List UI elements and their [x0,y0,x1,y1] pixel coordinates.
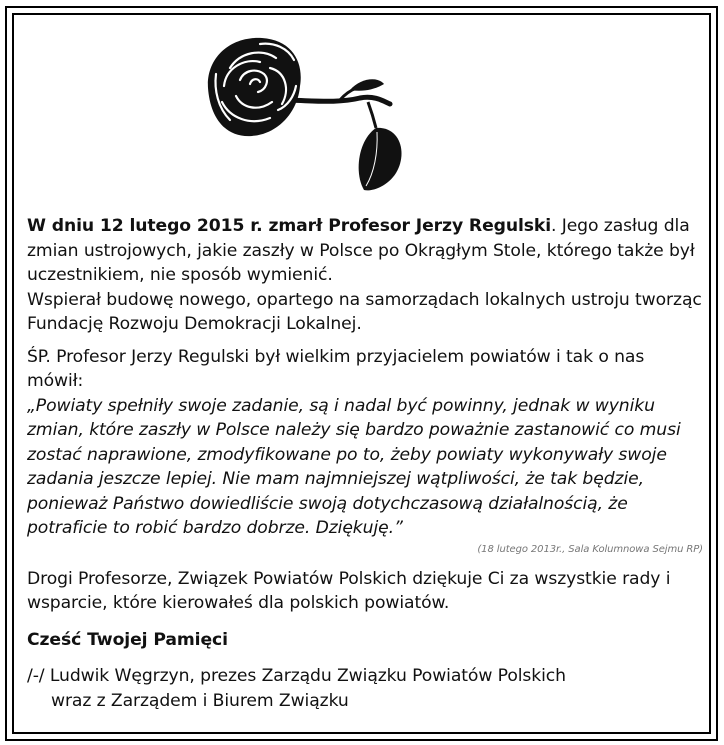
memory-line: Cześć Twojej Pamięci [27,629,228,650]
tribute-quote: „Powiaty spełniły swoje zadanie, są i nadal być powinny, jednak w wyniku zmian, które zaszły w Polsce należy się bardzo poważnie zastanowić co musi zostać naprawione, zmodyfikowane po to, żeby powiaty wykonywały swoje zadania jeszcze lepiej. Nie mam najmniejszej wątpliwości, że tak będzie, ponieważ Państwo dowiedliście swoją dotychczasową działalnością, że potraficie to robić bardzo dobrze. Dziękuję.” [27,395,681,538]
thanks-paragraph: Drogi Profesorze, Związek Powiatów Polskich dziękuje Ci za wszystkie rady i wsparcie, które kierowałeś dla polskich powiatów. [27,568,671,613]
intro-line2: Wspierał budowę nowego, opartego na samorządach lokalnych ustroju tworząc Fundację Rozwoju Demokracji Lokalnej. [27,289,702,334]
intro-rest: . Jego zasług dla zmian ustrojowych, jakie zaszły w Polsce po Okrągłym Stole, którego także był uczestnikiem, nie sposób wymienić. [27,216,695,285]
intro-paragraph [27,214,703,337]
signature-line2: wraz z Zarządem i Biurem Związku [51,690,349,711]
intro-bold: W dniu 12 lutego 2015 r. zmarł Profesor Jerzy Regulski [27,216,552,236]
black-rose-icon [200,28,420,198]
tribute-lead: ŚP. Profesor Jerzy Regulski był wielkim przyjacielem powiatów i tak o nas mówił: [27,346,645,391]
memorial-text [27,214,703,713]
quote-source: (18 lutego 2013r., Sala Kolumnowa Sejmu RP) [477,543,703,555]
signature-line1: /-/ Ludwik Węgrzyn, prezes Zarządu Związku Powiatów Polskich [27,666,566,686]
